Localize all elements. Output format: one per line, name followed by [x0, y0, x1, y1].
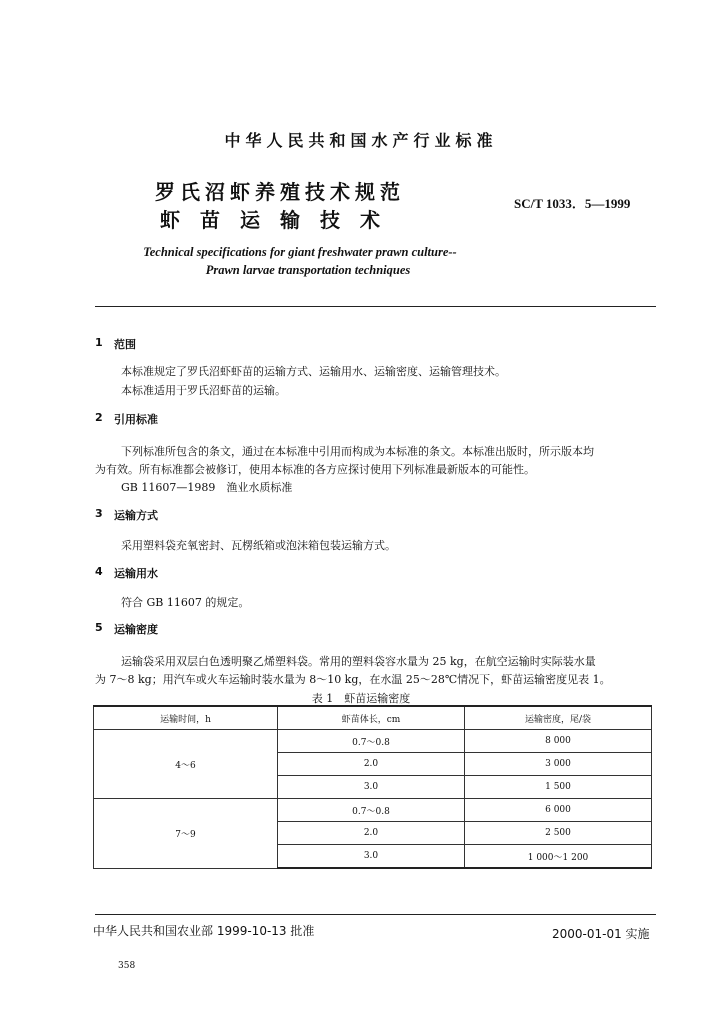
table-row: [94, 730, 652, 753]
english-title-line1: Technical specifications for giant freshwater prawn culture--: [143, 245, 457, 259]
larvae-length-cell: 3.0: [278, 845, 465, 869]
transport-time-cell: 4～6: [94, 730, 278, 799]
table-caption: 表 1 虾苗运输密度: [311, 692, 411, 705]
implementation-date: 2000-01-01 实施: [552, 927, 650, 941]
table-row: [94, 799, 652, 822]
footer-divider: [95, 914, 656, 915]
table-header-row: [94, 706, 652, 730]
larvae-length-cell: 2.0: [278, 753, 465, 776]
industry-standard-title: 中华人民共和国水产行业标准: [224, 131, 498, 150]
larvae-length-cell: 0.7～0.8: [278, 799, 465, 822]
column-header: 运输时间，h: [94, 706, 278, 730]
paragraph: 采用塑料袋充氧密封、瓦楞纸箱或泡沫箱包装运输方式。: [121, 539, 396, 552]
paragraph: 符合 GB 11607 的规定。: [121, 596, 250, 609]
density-cell: 2 500: [465, 822, 652, 845]
paragraph: 为 7～8 kg；用汽车或火车运输时装水量为 8～10 kg，在水温 25～28℃情况下，虾苗运输密度见表 1。: [95, 673, 611, 686]
document-title-line2: 虾苗运输技术: [160, 208, 400, 232]
page-number: 358: [118, 961, 136, 971]
density-cell: 1 000～1 200: [465, 845, 652, 869]
document-title-line1: 罗氏沼虾养殖技术规范: [155, 180, 405, 204]
density-cell: 6 000: [465, 799, 652, 822]
density-cell: 8 000: [465, 730, 652, 753]
larvae-length-cell: 3.0: [278, 776, 465, 799]
paragraph: 本标准适用于罗氏沼虾苗的运输。: [121, 384, 286, 397]
english-title-line2: Prawn larvae transportation techniques: [205, 263, 411, 277]
paragraph: 运输袋采用双层白色透明聚乙烯塑料袋。常用的塑料袋容水量为 25 kg，在航空运输时实际装水量: [121, 655, 596, 668]
paragraph: 本标准规定了罗氏沼虾虾苗的运输方式、运输用水、运输密度、运输管理技术。: [121, 365, 506, 378]
approval-info: 中华人民共和国农业部 1999-10-13 批准: [93, 924, 315, 938]
density-cell: 3 000: [465, 753, 652, 776]
referenced-standard: GB 11607—1989 渔业水质标准: [121, 481, 293, 494]
column-header: 虾苗体长，cm: [278, 706, 465, 730]
column-header: 运输密度，尾/袋: [465, 706, 652, 730]
transport-density-table: [93, 705, 652, 869]
larvae-length-cell: 2.0: [278, 822, 465, 845]
header-divider: [95, 306, 656, 307]
larvae-length-cell: 0.7～0.8: [278, 730, 465, 753]
paragraph: 为有效。所有标准都会被修订，使用本标准的各方应探讨使用下列标准最新版本的可能性。: [95, 463, 535, 476]
paragraph: 下列标准所包含的条文，通过在本标准中引用而构成为本标准的条文。本标准出版时，所示版本均: [121, 445, 594, 458]
transport-time-cell: 7～9: [94, 799, 278, 869]
standard-code: SC/T 1033．5—1999: [514, 196, 631, 211]
density-cell: 1 500: [465, 776, 652, 799]
